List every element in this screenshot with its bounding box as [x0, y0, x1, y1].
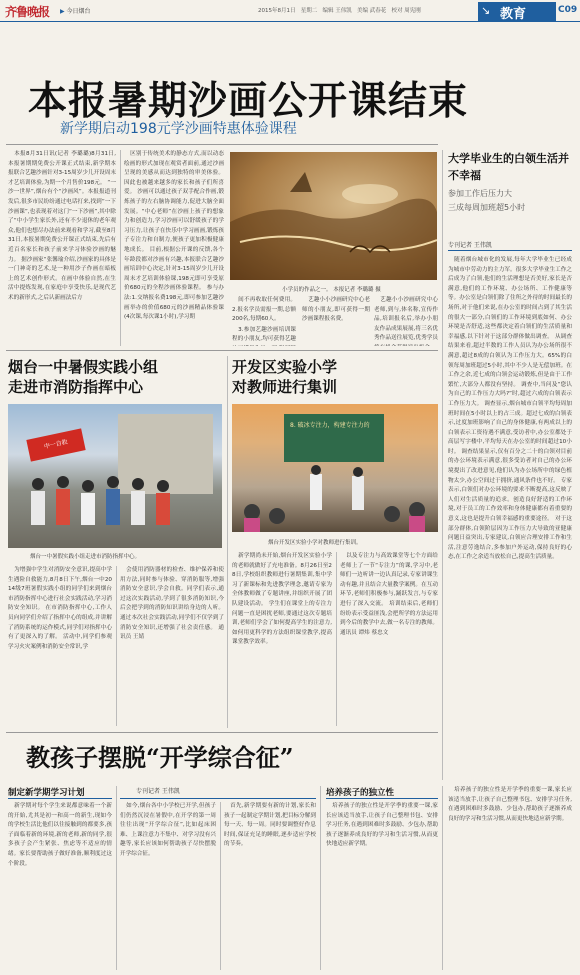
main-headline: 本报暑期沙画公开课结束: [28, 78, 469, 124]
sidebar-sub-1: 参加工作后压力大: [448, 189, 512, 198]
main-col-3: [232, 296, 296, 346]
story4-headline: 教孩子摆脱“开学综合征”: [26, 743, 294, 772]
issue-date: 2015年8月1日: [258, 8, 296, 14]
story4-col-3: [224, 802, 316, 970]
masthead: [0, 0, 580, 22]
story2-col-1-text: 为增强中学生对消防安全意识,提高中学生遇险自救能力,8月8日下午,烟台一中2014级7班暑假实践小组的同学们来到烟台市消防指挥中心进行社会实践活动,学习消防安全知识。 在市消防指挥中心,工作人员向同学们介绍了指挥中心的组成,并讲解了消防系统的运作模式,同学们对指挥中心有了更深入的了解。 活动中,同学们参观学习火灾案例和消防安全常识,学: [8, 567, 112, 650]
page-number: C09: [558, 5, 578, 15]
story3-col-1-text: 新学期尚未开始,烟台开发区实验小学的老师就做好了充电准备。8月26日至28日,学校组织教师进行暑期集训,集中学习了新课标和先进教学理念,邀请专家为全体教师做了专题讲座,并组织开展了团队建设活动。 学生们在课堂上的专注力问题一直是困扰老师,要通过这次专题培训,老师们学会了如何提高学生的注意力,如何用更科学的方法组织课堂教学,提高课堂教学效率。: [232, 553, 332, 646]
story4-sub-1: 制定新学期学习计划: [8, 788, 85, 798]
main-col-4: [302, 296, 370, 346]
story2-photo-caption: 烟台一中暑假实践小组走进市消防指挥中心。: [30, 554, 141, 560]
main-col-4-text: 艺趣小小沙画研究中心老师的小朋友,即可获得一期沙画课程报名费。: [302, 297, 370, 323]
category-label: 教育: [500, 7, 527, 22]
story3-headline-1: 开发区实验小学: [232, 358, 338, 376]
masthead-info: [258, 6, 421, 14]
story4-col-1-text: 新学期对每个学生来说都意味着一个新的开始,尤其是初一和高一的新生,现如今的学校生活比他们以往接触到的都要多,孩子面临着新的环境,新的老师,新的同学,很多孩子会产生紧张、焦虑等不适应的情绪。家长要帮助孩子做好准备,顺利度过这个阶段。: [8, 803, 112, 867]
story2-col-2-text: 会使用消防器材的检查、维护保养和使用方法,同时参与体验、穿消防服等,增强消防安全意识,学会自救。同学们表示,通过这次实践活动,学到了很多消防知识,今后会把学到的消防知识讲给身边的人听。 通过本次社会实践活动,同学们不仅学到了消防安全知识,还增强了社会责任感。 通讯员 王婧: [120, 567, 224, 641]
sidebar-body-text: 随着烟台城市化的发展,每年大学毕业生已经成为城市中劳动力的主力军。很多大学毕业生工作之后成为了白领,他们的生活理想是否美好,家长是否满意,他们的工作环境、办公场所、工作健康等等。办公室是白领们除了住所之外待的时间最长的场所,对于他们来说,在办公室的时间占到了其生活的很大一部分,白领们的工作环境到底如何、办公环境是否舒适,这些都决定着白领们的生活质量和幸福感,以下针对于这部分群体做出调查。 从调查结果来看,超过半数的工作人员认为办公场所很不满意,超过8成的白领认为工作压力大。65%的白领每周加班超过5小时,其中不少人是无偿加班。在工作之余,近七成的白领会运动锻炼,但是由于工作繁忙,大部分人都没有坚持。 调查中,当问及“您认为自己的工作压力大吗?”时,超过六成的白领表示工作压力大。 调查显示,烟台城市白领平均每周加班时间在5小时以上的占三成。超过七成的白领表示,过度加班影响了自己的身体健康,有两成以上的白领表示工资待遇不满意,受访者中,办公室都处于高层写字楼中,平均每天在办公室的时间超过10小时。 调查结果显示,仅有百分之二十的白领对目前的办公环境表示满意,很多受访者对自己的办公环境提出了改进意见,他们认为办公场所中的绿色植物太少,办公空间过于拥挤,通风条件也不好。 专家表示,白领们对办公环境的要求不断提高,这反映了人们对生活质量的追求。创造良好舒适的工作环境,对于员工的工作效率和身体健康都有着重要的意义,这也是提升白领幸福感的重要途径。 对于这部分群体,白领阶层因为工作压力大导致的亚健康问题日益突出,专家建议,白领应合理安排工作和生活,注意劳逸结合,多参加户外运动,保持良好的心态,在工作之余适当放松自己,提高生活质量。: [448, 257, 572, 561]
section-arrow-icon: ▶: [60, 8, 65, 15]
story4-col-2: [120, 802, 216, 970]
category-badge: [478, 2, 556, 21]
story2-headline-1: 烟台一中暑假实践小组: [8, 358, 159, 376]
projector-screen: 8. 破冰专注力，构建专注力的: [284, 414, 384, 462]
main-col-5: [374, 296, 438, 346]
story2-col-2: [120, 566, 224, 726]
sidebar-byline: 专刊记者 王伟凯: [448, 242, 492, 249]
teacher-training-photo: [232, 404, 438, 532]
main-col-2: [124, 150, 224, 346]
sand-art-illustration: [230, 152, 437, 280]
sand-art-photo: [230, 152, 437, 280]
students-group: [8, 464, 222, 548]
story3-col-2: [340, 552, 438, 726]
sidebar-body: [448, 256, 572, 779]
editor-credit: 编辑 王伟凯: [322, 8, 352, 14]
main-col-2-text: 区别于传统美术的静态方式,而以动态绘画的形式加现在观赏者面前,通过沙画呈现的美感从而达到独特的审美体验。因此也被越来越多的家长和孩子们所喜爱。 沙画可以通过孩子双手配合作画,锻炼孩子的左右脑协调能力,促进大脑全面发展。“中心老师”在沙画上孩子的想象力和创造力,学习沙画可以舒缓孩子的学习压力,让孩子在快乐中学习画画,锻炼孩子专注力和自制力,便孩子更加积极健康地成长。 目前,根据公开课的反馈,各个年龄段都对沙画有兴趣,本报联合艺趣沙画培训中心决定,针对3-15周岁少儿开设周末才艺培训体验课,198元即可享受原价680元的全程沙画体验课程。 参与办法:1.交纳报名费198元,即可参加艺趣沙画举办的价值680元的沙画精品体验课(4次课,每次课1小时),学习期: [124, 151, 224, 321]
main-col-3-text: 间不再收取任何费用。2.报名学员需报一期,总额200名,每期60人。: [232, 297, 296, 323]
teachers-seated: [232, 464, 438, 532]
main-col-1: [8, 150, 116, 346]
main-col-1-text: 本报8月31日讯(记者 李璐璐)8月31日,本报暑期期免费公开课正式结束,新学期本报联合艺趣沙画针对3-15周岁少儿开设周末才艺培训体验,为期一个月售价198元。 “一沙一世界”,烟台有个“沙画风”。本报报道刊发后,很多市民纷纷通过电话打来,找到“一下沙画课”,也表现着对这门“一下沙画”,其中除了“中小学生家长外,还有不少退休的老年观众,他们也想尽办法前来观看和学习,截至8月31日,本报暑期免费公开课正式结束,先后有近百名家长和孩子前来学习体验沙画的魅力。 据沙画家“张馨瑜介绍,沙画家的具体是一门神奇的艺术,是一种用沙子作画在暗板上的艺术创作形式。在画中体验自然,在生活中提炼发现,在家庭中享受快乐,是现代艺术的新形式,之后认新画法后方: [8, 151, 116, 301]
sidebar-tail: [448, 786, 572, 970]
art-credit: 美编 武春花: [357, 8, 387, 14]
main-col-5-text: 艺趣小小沙画研究中心老师,到与,体名称,宣传作品,培训报名后,举办小朋友作品成果展展,将三名优秀作品送往展览,优秀学员: [374, 297, 438, 342]
story4-col-3-text: 首先,新学期要有新的计划,家长和孩子一起制定学期计划,把目标分解到每一天、每一周。同时要调整好作息时间,保证充足的睡眠,逐步适应学校的节奏。: [224, 803, 316, 848]
proof-credit: 校对 周宪刚: [391, 8, 421, 14]
sidebar-tail-text: 培养孩子的独立性是开学季的重要一课,家长应该适当放手,让孩子自己整理书包、安排学习任务,在遇到困难时多鼓励、少包办,帮助孩子逐渐养成良好的学习和生活习惯,从而更快地适应新学期。: [448, 787, 572, 822]
main-subhead: 新学期启动198元学沙画特惠体验课程: [60, 121, 297, 137]
story3-col-1: [232, 552, 332, 726]
story3-col-2-text: 以及专注力与高效课堂等七个方面给老师上了一节“专注力”的课,学习中,老师们一边听讲一边认真记录,专家讲课生动有趣,并且结合大量教学案例。在互动环节,老师们积极参与,踊跃发言,与专家进行了深入交流。 培训结束后,老师们纷纷表示受益匪浅,会把所学的方法运用到今后的教学中去,做一名专注的教师。 通讯员 谭炜 蔡忠文: [340, 553, 438, 636]
story4-byline: 专刊记者 王伟凯: [136, 788, 180, 795]
story2-col-1: [8, 566, 112, 726]
red-banner: 中一自救: [26, 428, 85, 461]
sand-art-caption: 小学员的作品之一。 本报记者 李璐璐 摄: [282, 287, 381, 293]
sidebar-sub-2: 三成每周加班超5小时: [448, 203, 526, 212]
main-col-3b-text: 3.参加艺趣沙画培训课程的小朋友,均可获得艺趣: [232, 326, 296, 343]
story3-headline-2: 对教师进行集训: [232, 378, 338, 396]
issue-weekday: 星期二: [300, 8, 318, 14]
story4-col-1: [8, 802, 112, 970]
story2-headline-2: 走进市消防指挥中心: [8, 378, 144, 396]
story4-col-4: [326, 802, 438, 970]
section-tag: ▶ 今日烟台: [60, 8, 91, 15]
category-arrow-icon: ↘: [481, 4, 491, 17]
sidebar-headline: 大学毕业生的白领生活并不幸福: [448, 152, 569, 182]
newspaper-logo: 齐鲁晚报: [5, 5, 50, 19]
fire-center-photo: [8, 404, 222, 548]
story4-col-4-text: 培养孩子的独立性是开学季的重要一课,家长应该适当放手,让孩子自己整理书包、安排学习任务,在遇到困难时多鼓励、少包办,帮助孩子逐渐养成良好的学习和生活习惯,从而更快地适应新学期。: [326, 803, 438, 848]
story3-photo-caption: 烟台开发区实验小学对教师进行集训。: [268, 540, 362, 546]
story4-sub-2: 培养孩子的独立性: [326, 788, 395, 798]
story4-col-2-text: 如今,烟台各中小学校已开学,但孩子们仍然沉浸在暑假中,在开学的第一周往往出现“开学综合征”,比如起床困难、上课注意力不集中、对学习没有兴趣等,家长应该如何帮助孩子尽快摆脱开学综合征。: [120, 803, 216, 857]
